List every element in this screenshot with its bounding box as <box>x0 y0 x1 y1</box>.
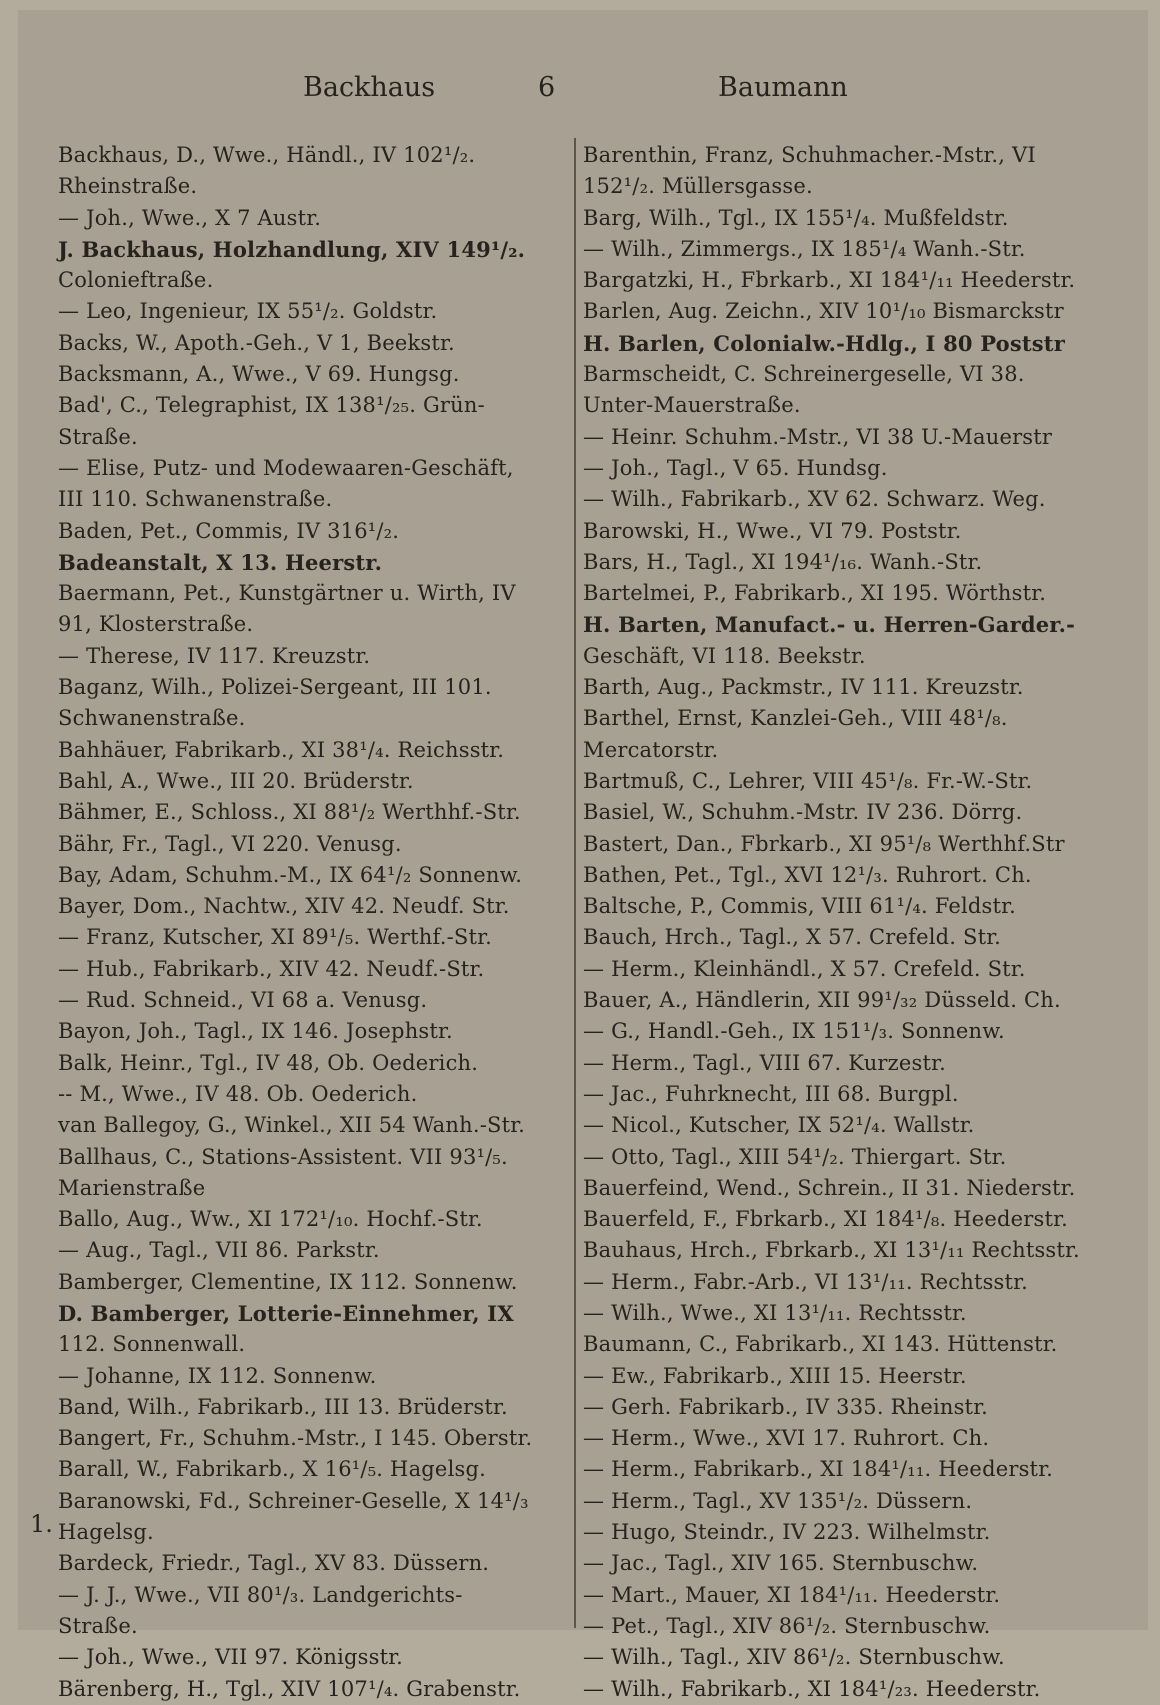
directory-entry: — Mart., Mauer, XI 184¹/₁₁. Heederstr. <box>583 1582 1001 1607</box>
directory-entry: Bangert, Fr., Schuhm.-Mstr., I 145. Oberstr. <box>58 1426 533 1451</box>
directory-entry: Barlen, Aug. Zeichn., XIV 10¹/₁₀ Bismarckstr <box>583 299 1064 324</box>
directory-entry: — Gerh. Fabrikarb., IV 335. Rheinstr. <box>583 1394 989 1419</box>
directory-entry: Bargatzki, H., Fbrkarb., XI 184¹/₁₁ Heederstr. <box>583 268 1076 293</box>
header-right-term: Baumann <box>718 72 848 103</box>
directory-entry: Bähmer, E., Schloss., XI 88¹/₂ Werthhf.-Str. <box>58 800 521 825</box>
directory-entry: Ballhaus, C., Stations-Assistent. VII 93¹/₅. <box>58 1144 508 1169</box>
directory-entry: — Hugo, Steindr., IV 223. Wilhelmstr. <box>583 1520 991 1545</box>
directory-entry: — Heinr. Schuhm.-Mstr., VI 38 U.-Mauerstr <box>583 424 1053 449</box>
directory-entry: Basiel, W., Schuhm.-Mstr. IV 236. Dörrg. <box>583 800 1023 825</box>
directory-entry: Barowski, H., Wwe., VI 79. Poststr. <box>583 518 962 543</box>
directory-entry: — Hub., Fabrikarb., XIV 42. Neudf.-Str. <box>58 956 485 981</box>
directory-entry: — Herm., Tagl., XV 135¹/₂. Düssern. <box>583 1488 973 1513</box>
directory-entry: Baganz, Wilh., Polizei-Sergeant, III 101. <box>58 675 492 700</box>
directory-entry: Marienstraße <box>58 1175 206 1200</box>
directory-entry: Badeanstalt, X 13. Heerstr. <box>58 549 383 575</box>
directory-entry: Barmscheidt, C. Schreinergeselle, VI 38. <box>583 362 1025 387</box>
directory-entry: — Elise, Putz- und Modewaaren-Geschäft, <box>58 455 514 480</box>
directory-entry: — Otto, Tagl., XIII 54¹/₂. Thiergart. Str. <box>583 1144 1007 1169</box>
directory-entry: H. Barlen, Colonialw.-Hdlg., I 80 Poststr <box>583 330 1065 356</box>
directory-entry: — Nicol., Kutscher, IX 52¹/₄. Wallstr. <box>583 1113 975 1138</box>
directory-entry: Backhaus, D., Wwe., Händl., IV 102¹/₂. <box>58 143 476 167</box>
directory-entry: Unter-Mauerstraße. <box>583 393 801 418</box>
directory-entry: — Therese, IV 117. Kreuzstr. <box>58 643 371 668</box>
directory-entry: — J. J., Wwe., VII 80¹/₃. Landgerichts- <box>58 1582 463 1607</box>
right-column <box>583 140 1123 1705</box>
directory-entry: Barthel, Ernst, Kanzlei-Geh., VIII 48¹/₈. <box>583 706 1008 731</box>
directory-entry: — G., Handl.-Geh., IX 151¹/₃. Sonnenw. <box>583 1019 1005 1044</box>
directory-entry: — Herm., Fabr.-Arb., VI 13¹/₁₁. Rechtsstr. <box>583 1269 1028 1294</box>
directory-entry: Straße. <box>58 424 138 449</box>
directory-entry: 152¹/₂. Müllersgasse. <box>583 174 813 199</box>
directory-entry: Bad', C., Telegraphist, IX 138¹/₂₅. Grün- <box>58 393 485 418</box>
page-number: 6 <box>538 72 556 103</box>
directory-entry: — Aug., Tagl., VII 86. Parkstr. <box>58 1238 380 1263</box>
directory-entry: Bamberger, Clementine, IX 112. Sonnenw. <box>58 1269 518 1294</box>
directory-entry: — Franz, Kutscher, XI 89¹/₅. Werthf.-Str. <box>58 925 492 950</box>
directory-entry: Bay, Adam, Schuhm.-M., IX 64¹/₂ Sonnenw. <box>58 862 523 887</box>
directory-entry: H. Barten, Manufact.- u. Herren-Garder.- <box>583 612 1076 638</box>
column-divider <box>574 138 576 1628</box>
left-column <box>58 140 563 1705</box>
directory-entry: Barth, Aug., Packmstr., IV 111. Kreuzstr. <box>583 675 1024 700</box>
directory-entry: — Jac., Tagl., XIV 165. Sternbuschw. <box>583 1551 979 1576</box>
directory-entry: — Rud. Schneid., VI 68 a. Venusg. <box>58 988 428 1013</box>
directory-entry: Bauerfeld, F., Fbrkarb., XI 184¹/₈. Heederstr. <box>583 1207 1068 1232</box>
directory-entry: Band, Wilh., Fabrikarb., III 13. Brüderstr. <box>58 1394 508 1419</box>
directory-entry: 112. Sonnenwall. <box>58 1332 246 1357</box>
directory-entry: — Wilh., Tagl., XIV 86¹/₂. Sternbuschw. <box>583 1645 1005 1670</box>
directory-entry: — Joh., Wwe., X 7 Austr. <box>58 205 322 230</box>
directory-entry: Rheinstraße. <box>58 174 198 199</box>
directory-entry: — Pet., Tagl., XIV 86¹/₂. Sternbuschw. <box>583 1613 991 1638</box>
directory-entry: Bärenberg, H., Tgl., XIV 107¹/₄. Grabenstr. <box>58 1676 521 1701</box>
directory-entry: Bayon, Joh., Tagl., IX 146. Josephstr. <box>58 1019 453 1044</box>
directory-entry: Bauerfeind, Wend., Schrein., II 31. Niederstr. <box>583 1175 1076 1200</box>
directory-entry: Bastert, Dan., Fbrkarb., XI 95¹/₈ Werthhf.Str <box>583 831 1065 856</box>
directory-entry: Bauer, A., Händlerin, XII 99¹/₃₂ Düsseld. Ch. <box>583 988 1061 1013</box>
directory-entry: -- M., Wwe., IV 48. Ob. Oederich. <box>58 1081 418 1106</box>
directory-entry: — Herm., Kleinhändl., X 57. Crefeld. Str. <box>583 956 1026 981</box>
directory-entry: Bathen, Pet., Tgl., XVI 12¹/₃. Ruhrort. Ch. <box>583 862 1032 887</box>
directory-entry: Baranowski, Fd., Schreiner-Geselle, X 14¹/₃ <box>58 1488 529 1513</box>
directory-entry: — Herm., Fabrikarb., XI 184¹/₁₁. Heederstr. <box>583 1457 1053 1482</box>
directory-entry: — Joh., Tagl., V 65. Hundsg. <box>583 455 888 480</box>
directory-entry: III 110. Schwanenstraße. <box>58 487 333 512</box>
directory-entry: — Wilh., Fabrikarb., XV 62. Schwarz. Weg. <box>583 487 1046 512</box>
directory-entry: van Ballegoy, G., Winkel., XII 54 Wanh.-Str. <box>58 1113 526 1138</box>
directory-entry: — Jac., Fuhrknecht, III 68. Burgpl. <box>583 1081 959 1106</box>
directory-entry: Backs, W., Apoth.-Geh., V 1, Beekstr. <box>58 330 455 355</box>
directory-entry: Baermann, Pet., Kunstgärtner u. Wirth, IV <box>58 581 516 606</box>
directory-entry: J. Backhaus, Holzhandlung, XIV 149¹/₂. <box>58 236 526 262</box>
directory-entry: Schwanenstraße. <box>58 706 246 731</box>
directory-entry: Bartmuß, C., Lehrer, VIII 45¹/₈. Fr.-W.-Str. <box>583 768 1033 793</box>
directory-entry: Mercatorstr. <box>583 737 719 762</box>
directory-entry: 91, Klosterstraße. <box>58 612 254 637</box>
directory-entry: Bars, H., Tagl., XI 194¹/₁₆. Wanh.-Str. <box>583 549 983 574</box>
directory-entry: Barenthin, Franz, Schuhmacher.-Mstr., VI <box>583 143 1036 167</box>
directory-entry: D. Bamberger, Lotterie-Einnehmer, IX <box>58 1300 514 1326</box>
directory-entry: Bayer, Dom., Nachtw., XIV 42. Neudf. Str. <box>58 894 510 919</box>
directory-entry: Barall, W., Fabrikarb., X 16¹/₅. Hagelsg. <box>58 1457 486 1482</box>
directory-entry: — Leo, Ingenieur, IX 55¹/₂. Goldstr. <box>58 299 438 324</box>
directory-entry: Ballo, Aug., Ww., XI 172¹/₁₀. Hochf.-Str. <box>58 1207 483 1232</box>
directory-entry: — Herm., Tagl., VIII 67. Kurzestr. <box>583 1050 946 1075</box>
running-header <box>18 72 1148 112</box>
directory-page <box>18 10 1148 1701</box>
directory-entry: Straße. <box>58 1613 138 1638</box>
margin-mark: 1. <box>30 1510 53 1538</box>
directory-entry: — Herm., Wwe., XVI 17. Ruhrort. Ch. <box>583 1426 990 1451</box>
directory-entry: Bauhaus, Hrch., Fbrkarb., XI 13¹/₁₁ Rechtsstr. <box>583 1238 1080 1263</box>
directory-entry: Baden, Pet., Commis, IV 316¹/₂. <box>58 518 400 543</box>
directory-entry: — Joh., Wwe., VII 97. Königsstr. <box>58 1645 404 1670</box>
directory-entry: Bardeck, Friedr., Tagl., XV 83. Düssern. <box>58 1551 490 1576</box>
header-left-term: Backhaus <box>303 72 436 103</box>
directory-entry: — Wilh., Fabrikarb., XI 184¹/₂₃. Heederstr. <box>583 1676 1041 1701</box>
directory-entry: Bahl, A., Wwe., III 20. Brüderstr. <box>58 768 414 793</box>
directory-entry: — Johanne, IX 112. Sonnenw. <box>58 1363 377 1388</box>
directory-entry: Backsmann, A., Wwe., V 69. Hungsg. <box>58 362 460 387</box>
directory-entry: Baltsche, P., Commis, VIII 61¹/₄. Feldstr. <box>583 894 1016 919</box>
directory-entry: Balk, Heinr., Tgl., IV 48, Ob. Oederich. <box>58 1050 479 1075</box>
directory-entry: Bartelmei, P., Fabrikarb., XI 195. Wörthstr. <box>583 581 1047 606</box>
directory-entry: Geschäft, VI 118. Beekstr. <box>583 643 866 668</box>
directory-entry: Bauch, Hrch., Tagl., X 57. Crefeld. Str. <box>583 925 1002 950</box>
directory-entry: Bähr, Fr., Tagl., VI 220. Venusg. <box>58 831 402 856</box>
directory-entry: Hagelsg. <box>58 1520 154 1545</box>
directory-entry: Bahhäuer, Fabrikarb., XI 38¹/₄. Reichsstr. <box>58 737 505 762</box>
directory-entry: — Wilh., Zimmergs., IX 185¹/₄ Wanh.-Str. <box>583 236 1026 261</box>
directory-entry: — Wilh., Wwe., XI 13¹/₁₁. Rechtsstr. <box>583 1300 967 1325</box>
directory-entry: Baumann, C., Fabrikarb., XI 143. Hüttenstr. <box>583 1332 1058 1357</box>
directory-entry: Barg, Wilh., Tgl., IX 155¹/₄. Mußfeldstr. <box>583 205 1009 230</box>
directory-entry: — Ew., Fabrikarb., XIII 15. Heerstr. <box>583 1363 967 1388</box>
directory-entry: Colonieftraße. <box>58 268 214 293</box>
